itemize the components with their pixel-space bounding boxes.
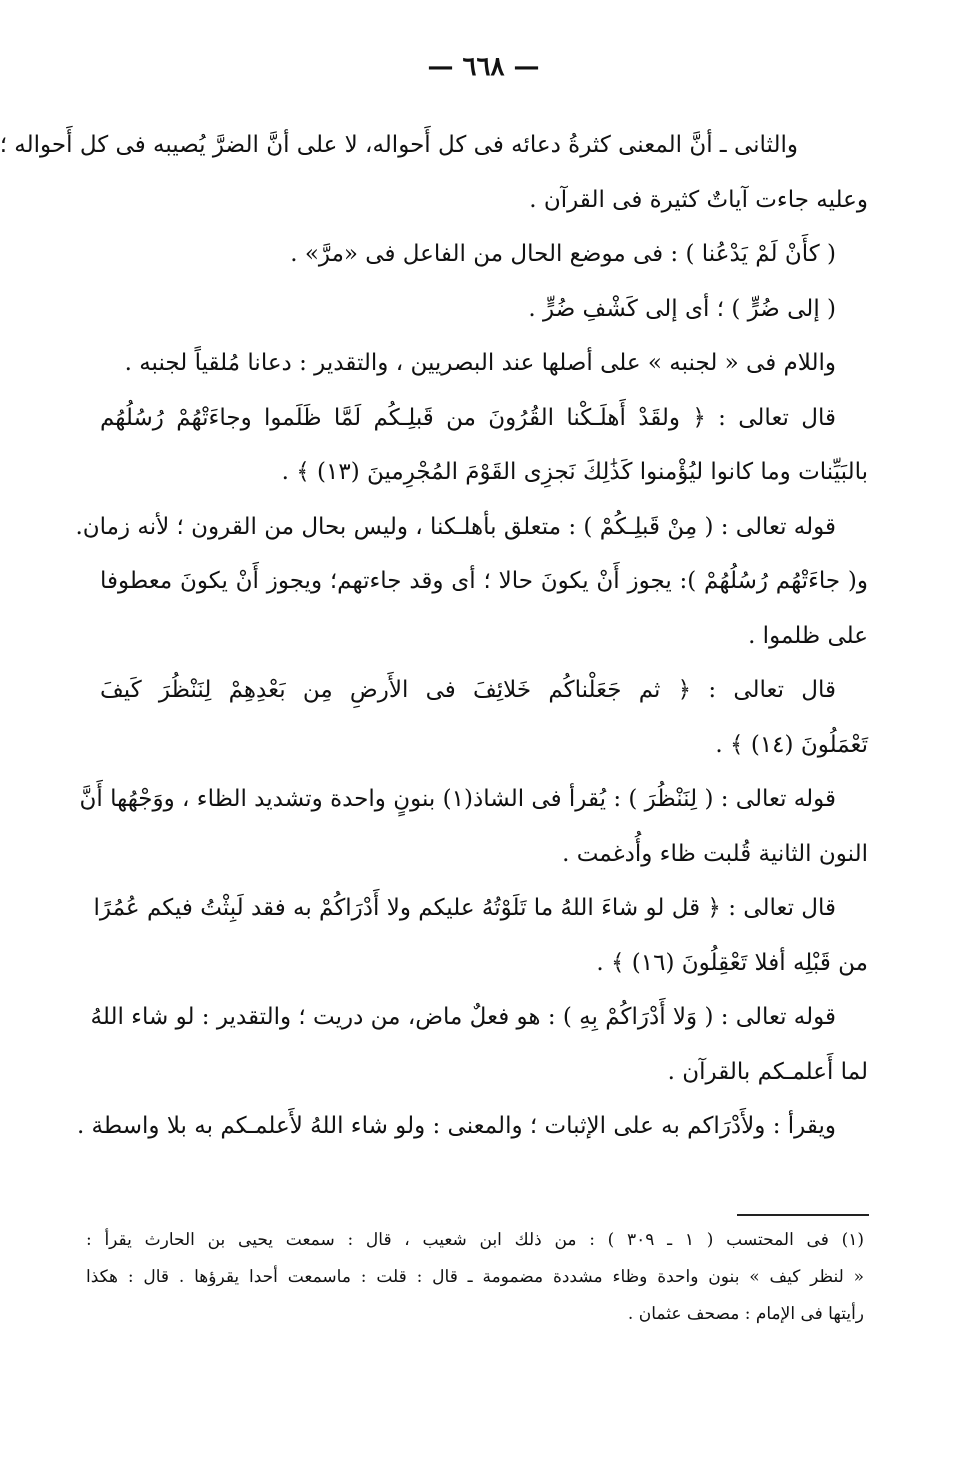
text-line: قوله تعالى : ( وَلا أَدْرَاكُمْ بِهِ ) : هو فعلٌ ماض، من دريت ؛ والتقدير : لو شاء اللهُ — [90, 1004, 836, 1030]
text-line: قال تعالى : ﴿ قل لو شاءَ اللهُ ما تَلَوْتُهُ عليكم ولا أَدْرَاكُمْ به فقد لَبِثْتُ فيكم عُمُرًا — [93, 895, 836, 921]
footnotes — [86, 1222, 864, 1333]
text-line: ( إلى ضُرٍّ ) ؛ أى إلى كَشْفِ ضُرٍّ . — [528, 295, 836, 322]
text-line: تَعْمَلُونَ (١٤) ﴾ . — [715, 731, 868, 758]
text-line: قال تعالى : ﴿ ولقَدْ أَهلَـكْنا القُرُونَ من قَبلِـكُم لَمَّا ظَلَموا وجاءَتْهُمْ رُسُلُهُم — [100, 404, 836, 431]
text-line: والثانى ـ أنَّ المعنى كثرةُ دعائه فى كل أَحواله، لا على أنَّ الضرَّ يُصيبه فى كل أَحواله ؛ — [0, 132, 798, 158]
text-line: لما أَعلمـكم بالقرآن . — [667, 1058, 868, 1085]
text-line: واللام فى « لجنبه » على أصلها عند البصريين ، والتقدير : دعانا مُلقياً لجنبه . — [124, 350, 836, 376]
text-line: على ظلموا . — [748, 622, 868, 649]
text-line: بالبَيِّنات وما كانوا ليُؤْمنوا كَذَٰلِكَ نَجزِى القَوْمَ المُجْرِمينَ (١٣) ﴾ . — [281, 459, 868, 485]
footnote-line: « لنظر كيف » بنون واحدة وظاء مشددة مضمومة ـ قال : قلت : ماسمعت أحدا يقرؤها . قال : هكذا — [86, 1267, 864, 1287]
footnote-line: (١) فى المحتسب ( ١ ـ ٣٠٩ ) : من ذلك ابن شعيب ، قال : سمعت يحيى بن الحارث يقرأ : — [86, 1230, 865, 1250]
footnote-line: رأيتها فى الإمام : مصحف عثمان . — [627, 1304, 864, 1324]
text-line: وعليه جاءت آياتٌ كثيرة فى القرآن . — [529, 186, 868, 213]
text-line: من قَبْلِه أفلا تَعْقِلُونَ (١٦) ﴾ . — [596, 949, 868, 976]
text-line: قوله تعالى : ( لِنَنْظُرَ ) : يُقرأ فى الشاذ(١) بنونٍ واحدة وتشديد الظاء ، ووَجْهُها أَنَّ — [79, 786, 836, 812]
footnote-separator — [737, 1214, 869, 1216]
page-number: — ٦٦٨ — — [427, 52, 540, 82]
text-line: قوله تعالى : ( مِنْ قَبلِـكُمْ ) : متعلق بأهلـكنا ، وليس بحال من القرون ؛ لأنه زمان. — [75, 513, 836, 540]
text-line: النون الثانية قُلبت ظاء وأُدغمت . — [562, 840, 868, 867]
main-text — [0, 118, 868, 1154]
text-line: و( جاءَتْهُم رُسُلُهُمْ ): يجوز أَنْ يكونَ حالا ؛ أى وقد جاءتهم؛ ويجوز أَنْ يكونَ معطوفا — [100, 568, 868, 594]
text-line: قال تعالى : ﴿ ثم جَعَلْناكُم خَلائِفَ فى الأَرضِ مِن بَعْدِهِمْ لِنَنْظُرَ كَيفَ — [100, 677, 836, 703]
text-line: ( كأَنْ لَمْ يَدْعُنا ) : فى موضع الحال من الفاعل فى «مرَّ» . — [290, 241, 836, 267]
text-line: ويقرأ : ولأَدْرَاكم به على الإثبات ؛ والمعنى : ولو شاء اللهُ لأَعلمـكم به بلا واسطة . — [76, 1113, 836, 1139]
